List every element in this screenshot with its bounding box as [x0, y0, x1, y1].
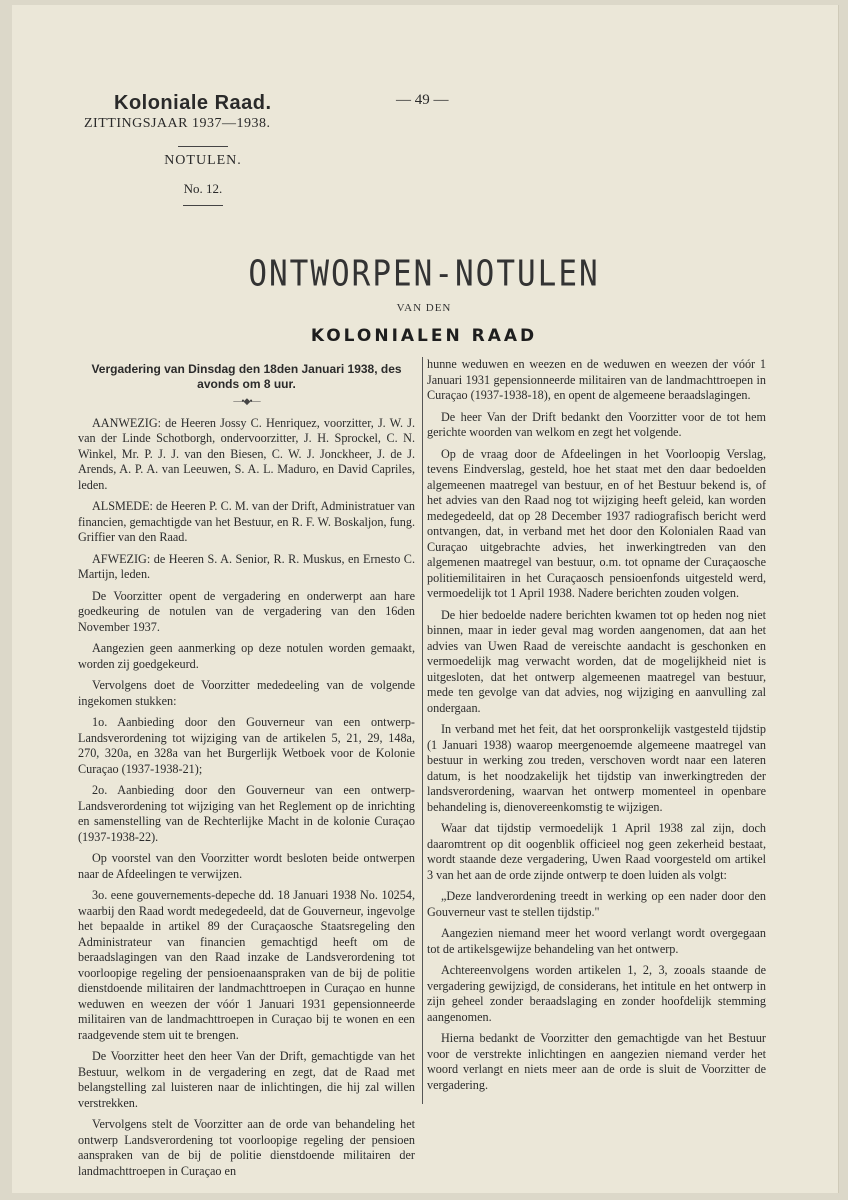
column-divider: [422, 357, 423, 1104]
divider: [183, 205, 223, 206]
paragraph-alsmede: ALSMEDE: de Heeren P. C. M. van der Drift, Administratuer van financien, gemachtigde van het Bestuur, en R. F. W. Boskaljon, fung. Griffier van den Raad.: [78, 499, 415, 544]
paragraph: Hierna bedankt de Voorzitter den gemachtigde van het Bestuur voor de verstrekte inlichtingen en aangezien niemand verder het woord verlangt en niets meer aan de orde is sluit de Voorzitter de vergadering.: [427, 1031, 766, 1092]
notulen-label: NOTULEN.: [164, 153, 242, 168]
paragraph: Waar dat tijdstip vermoedelijk 1 April 1938 zal zijn, doch daaromtrent op dit oogenblik officieel nog geen zekerheid bestaat, wordt staande deze vergadering, Uwen Raad voorgesteld om artikel 3 van het aan de orde zijnde ontwerp te doen luiden als volgt:: [427, 821, 766, 882]
koloniale-raad-heading: Koloniale Raad.: [114, 92, 272, 114]
paragraph: 2o. Aanbieding door den Gouverneur van een ontwerp-Landsverordening tot wijziging van het Reglement op de inrichting en samenstelling van de Rechterlijke Macht in de kolonie Curaçao (1937-1938-22).: [78, 783, 415, 844]
paragraph: Achtereenvolgens worden artikelen 1, 2, 3, zooals staande de vergadering gewijzigd, de considerans, het intitule en het ontwerp in zijn geheel zonder beraadslaging en zonder hoofdelijk stemming aangenomen.: [427, 963, 766, 1024]
meeting-heading: Vergadering van Dinsdag den 18den Januari 1938, des avonds om 8 uur.: [91, 362, 402, 391]
kolonialen-raad-banner: KOLONIALEN RAAD: [310, 326, 538, 346]
paragraph: Aangezien geen aanmerking op deze notulen worden gemaakt, worden zij goedgekeurd.: [78, 641, 415, 671]
paragraph-afwezig: AFWEZIG: de Heeren S. A. Senior, R. R. Muskus, en Ernesto C. Martijn, leden.: [78, 551, 415, 581]
subtitle-van-den: VAN DEN: [396, 302, 452, 314]
notulen-number: No. 12.: [183, 181, 223, 196]
paragraph: Vervolgens stelt de Voorzitter aan de orde van behandeling het ontwerp Landsverordening tot voorloopige regeling der pensioen aanspraken van de bij de politie dienstdoende militairen der landmachttroepen in Curaçao en: [78, 1117, 415, 1178]
paragraph: De Voorzitter opent de vergadering en onderwerpt aan hare goedkeuring de notulen van de vergadering van den 16den November 1937.: [78, 588, 415, 634]
document-title: ONTWORPEN-NOTULEN: [248, 253, 600, 295]
paragraph: De Voorzitter heet den heer Van der Drift, gemachtigde van het Bestuur, welkom in de vergadering en zegt, dat de Raad met belangstelling zal luisteren naar de inlichtingen, die hij zal willen verstrekken.: [78, 1049, 415, 1110]
paragraph-continued: hunne weduwen en weezen en de weduwen en weezen der vóór 1 Januari 1931 gepensionneerde militairen van de landmachttroepen in Curaçao (1937-1938-18), en opent de algemeene beraadslagingen.: [427, 357, 766, 402]
paragraph: Aangezien niemand meer het woord verlangt wordt overgegaan tot de artikelsgewijze behandeling van het ontwerp.: [427, 926, 766, 956]
quoted-article: „Deze landverordening treedt in werking op een nader door den Gouverneur vast te stellen tijdstip.": [427, 889, 766, 919]
paragraph: 1o. Aanbieding door den Gouverneur van een ontwerp-Landsverordening tot wijziging van de artikelen 5, 21, 29, 148a, 270, 320a, en 328a van het Burgerlijk Wetboek voor de Kolonie Curaçao (1937-1938-21);: [78, 715, 415, 776]
left-column: [78, 362, 415, 1185]
masthead: [78, 92, 328, 206]
paragraph: De heer Van der Drift bedankt den Voorzitter voor de tot hem gerichte woorden van welkom en zegt het volgende.: [427, 409, 766, 439]
zittingsjaar: ZITTINGSJAAR 1937—1938.: [84, 116, 271, 131]
paragraph: Vervolgens doet de Voorzitter mededeeling van de volgende ingekomen stukken:: [78, 678, 415, 708]
divider: [178, 146, 228, 147]
paragraph: Op voorstel van den Voorzitter wordt besloten beide ontwerpen naar de Afdeelingen te verwijzen.: [78, 851, 415, 881]
paragraph: Op de vraag door de Afdeelingen in het Voorloopig Verslag, tevens Eindverslag, gesteld, hoe het staat met den daar bedoelden algemeenen maatregel van bestuur, en of het Bestuur bekend is, of het advies van den Raad nog tot wijziging heeft geleid, kan worden medegedeeld, dat op 28 December 1937 radiografisch bericht werd ontvangen, dat, in verband met het door den Kolonialen Raad van Curaçao uitgebrachte advies, het inwerkingtreden van den algemenen maatregel van bestuur, o.m. tot opname der Curaçaosche politiemilitairen in het Curaçaosch pensioenfonds uitgesteld werd, vermoedelijk tot 1 April 1938. Nadere berichten zouden volgen.: [427, 446, 766, 600]
paragraph: De hier bedoelde nadere berichten kwamen tot op heden nog niet binnen, maar in ieder geval mag worden aangenomen, dat aan het advies van Uwen Raad de vereischte aandacht is geschonken en vermoedelijk mag verwacht worden, dat de mogelijkheid niet is uitgesloten, dat het ontwerp algemeenen maatregel van bestuur, mede ten gevolge van dat advies, nog wijziging en aanvulling zal ondergaan.: [427, 607, 766, 715]
page-number: — 49 —: [396, 92, 449, 108]
paragraph: In verband met het feit, dat het oorspronkelijk vastgesteld tijdstip (1 Januari 1938) waarop meergenoemde algemeene maatregel van bestuur in werking zou treden, verschoven wordt naar een lateren datum, is het noodzakelijk het tijdstip van inwerkingtreden der landsverordening, waarvan het ontwerp momenteel in openbare behandeling is, dienovereenkomstig te wijzigen.: [427, 722, 766, 814]
ornament: —•◆•—: [233, 396, 260, 406]
right-column: [427, 357, 766, 1099]
paragraph: 3o. eene gouvernements-depeche dd. 18 Januari 1938 No. 10254, waarbij den Raad wordt medegedeeld, dat de Gouverneur, ingevolge het bepaalde in artikel 89 der Curaçaosche Staatsregeling den Administrateur van financien gemachtigd heeft om de beraadslagingen van den Raad inzake de Landsverordening tot voorloopige regeling der pensioenaanspraken van de bij de politie dienstdoende militairen der landmachttroepen in Curaçao en hunne weduwen en weezen der vóór 1 Januari 1931 gepensionneerde militairen van de landmachttroepen in Curaçao bij te wonen en een raadgevende stem uit te brengen.: [78, 888, 415, 1042]
paragraph-aanwezig: AANWEZIG: de Heeren Jossy C. Henriquez, voorzitter, J. W. J. van der Linde Schotborgh, ondervoorzitter, J. H. Sprockel, C. N. Winkel, Mr. P. J. J. van den Biesen, C. W. J. Jonckheer, J. de J. Arends, A. P. A. van Leeuwen, S. A. L. Maduro, en David Capriles, leden.: [78, 415, 415, 492]
